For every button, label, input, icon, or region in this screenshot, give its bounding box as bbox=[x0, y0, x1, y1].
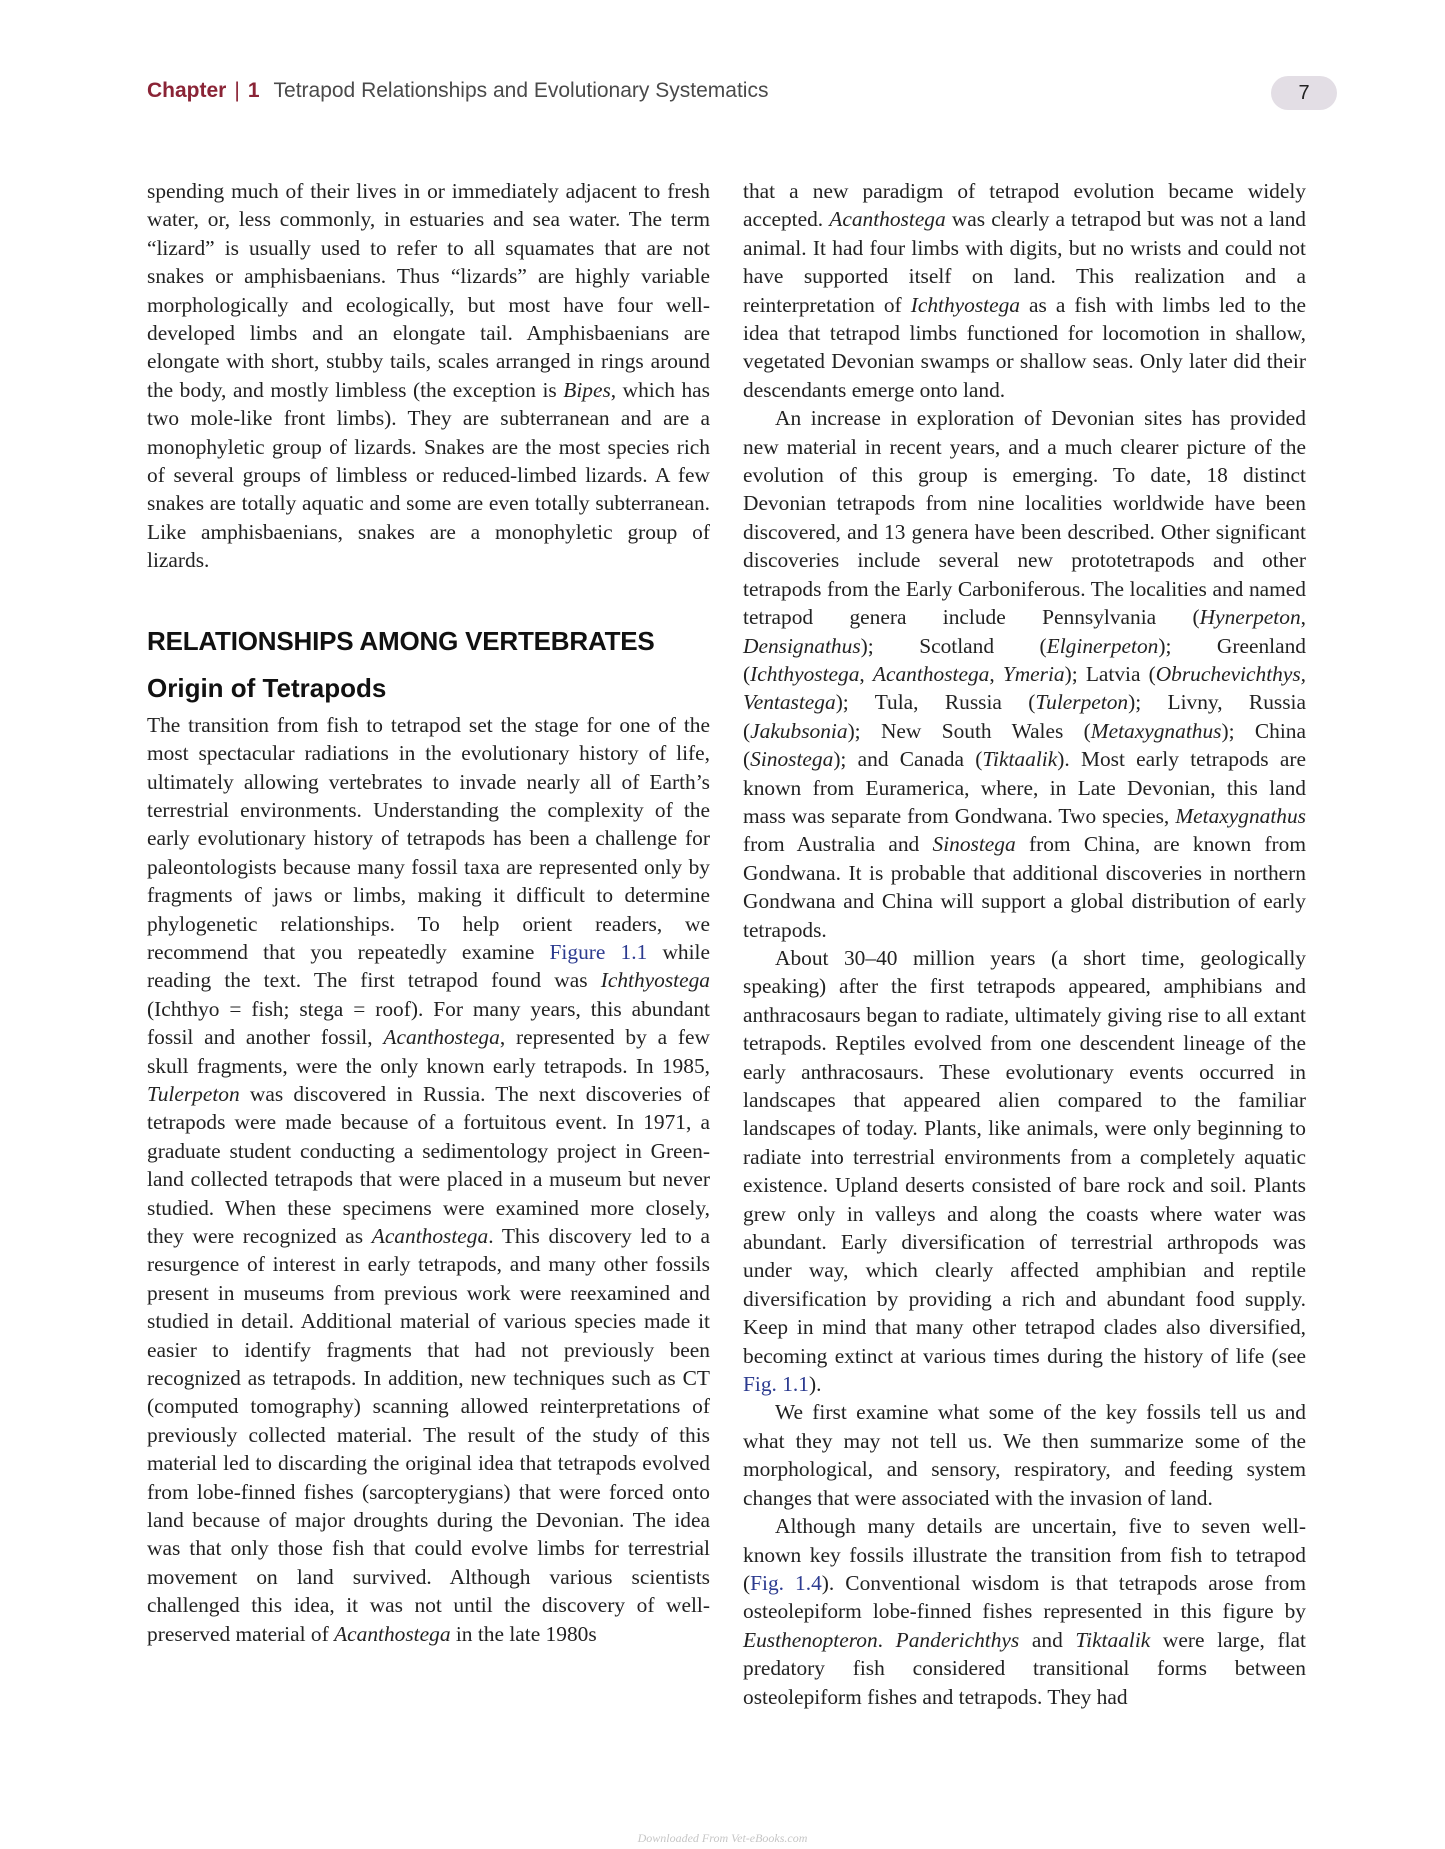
left-column bbox=[147, 177, 710, 1648]
paragraph: that a new paradigm of tetrapod evolution became widely accepted. Acanthostega was clearly a tetrapod but was not a land animal. It had four limbs with digits, but no wrists and could not have supported itself on land. This realization and a reinterpretation of Ichthyostega as a fish with limbs led to the idea that tetrapod limbs functioned for locomotion in shallow, vegetated Devonian swamps or shallow seas. Only later did their descendants emerge onto land. bbox=[743, 179, 1306, 402]
paragraph: Although many details are uncertain, five to seven well-known key fossils illustrate the transition from fish to tetrapod (Fig. 1.4). Conventional wisdom is that tetrapods arose from osteolepiform lobe-finned fishes represented in this figure by Eusthenopteron. Panderichthys and Tiktaalik were large, flat predatory fish considered transitional forms between osteolepiform fishes and tetrapods. They had bbox=[743, 1514, 1307, 1709]
paragraph: About 30–40 million years (a short time, geologically speaking) after the first tetrapods appeared, amphibians and anthracosaurs began to radiate, ultimately giving rise to all extant tetrapods. Reptiles evolved from one descendent lineage of the early anthracosaurs. These evolutionary events occurred in landscapes that appeared alien compared to the familiar landscapes of today. Plants, like animals, were only beginning to radiate into terrestrial environments from a completely aquatic existence. Upland deserts consisted of bare rock and soil. Plants grew only in valleys and along the coasts where water was abundant. Early diversification of terrestrial arthropods was under way, which clearly affected amphibian and reptile diversification by providing a rich and abundant food supply. Keep in mind that many other tetrapod clades also diversified, becoming extinct at various times during the history of life (see Fig. 1.1). bbox=[743, 945, 1306, 1397]
section-heading: RELATIONSHIPS AMONG VERTEBRATES bbox=[147, 625, 655, 656]
chapter-label: Chapter bbox=[147, 79, 227, 102]
page-number-badge: 7 bbox=[1271, 76, 1337, 110]
chapter-number: 1 bbox=[247, 79, 260, 102]
subsection-heading: Origin of Tetrapods bbox=[147, 672, 387, 703]
paragraph: We first examine what some of the key fossils tell us and what they may not tell us. We then summarize some of the morphological, and sensory, respiratory, and feeding system changes that were associated with the invasion of land. bbox=[743, 1400, 1306, 1510]
paragraph: The transition from fish to tetrapod set the stage for one of the most spectacular radiations in the evolutionary history of life, ultimately allowing vertebrates to invade nearly all of Earth’s terrestrial environments. Understanding the complexity of the early evolutionary history of tetrapods has been a challenge for paleontologists because many fossil taxa are represented only by fragments of jaws or limbs, making it difficult to determine phylogenetic relationships. To help orient readers, we recommend that you repeatedly examine Figure 1.1 while reading the text. The first tetrapod found was Ichthyostega (Ichthyo = fish; stega = roof). For many years, this abundant fossil and another fossil, Acanthostega, represented by a few skull fragments, were the only known early tetrapods. In 1985, Tulerpeton was discovered in Russia. The next discoveries of tetrapods were made because of a fortuitous event. In 1971, a graduate student conducting a sedimentology project in Greenland collected tetrapods that were placed in a museum but never studied. When these specimens were examined more closely, they were recognized as Acanthostega. This discovery led to a resurgence of interest in early tetrapods, and many other fossils present in museums from previous work were reexamined and studied in detail. Additional material of various species made it easier to identify fragments that had not previously been recognized as tetrapods. In addition, new techniques such as CT (computed tomography) scanning allowed reinterpretations of previously collected material. The result of the study of this material led to discarding the original idea that tetrapods evolved from lobe-finned fishes (sarcopterygians) that were forced onto land because of major droughts during the Devonian. The idea was that only those fish that could evolve limbs for terrestrial movement on land survived. Although various scientists challenged this idea, it was not until the discovery of well-preserved material of Acanthostega in the late 1980s bbox=[147, 712, 710, 1646]
running-head-left bbox=[147, 79, 768, 103]
chapter-title: Tetrapod Relationships and Evolutionary Systematics bbox=[273, 79, 769, 102]
right-column bbox=[743, 177, 1306, 1711]
paragraph: spending much of their lives in or immediately adjacent to fresh water, or, less commonly, in estuaries and sea water. The term “lizard” is usually used to refer to all squamates that are not snakes or amphisbaenians. Thus “lizards” are highly variable morphologically and ecologically, but most have four well-developed limbs and an elongate tail. Amphisbaenians are elongate with short, stubby tails, scales arranged in rings around the body, and mostly limbless (the exception is Bipes, which has two mole-like front limbs). They are subterranean and are a monophyletic group of lizards. Snakes are the most species rich of several groups of limbless or reduced-limbed lizards. A few snakes are totally aquatic and some are even totally subterranean. Like amphisbaenians, snakes are a monophyletic group of lizards. bbox=[147, 179, 710, 573]
paragraph: An increase in exploration of Devonian sites has provided new material in recent years, and a much clearer picture of the evolution of this group is emerging. To date, 18 distinct Devonian tetrapods from nine localities worldwide have been discovered, and 13 genera have been described. Other significant discoveries include several new prototetrapods and other tetrapods from the Early Carboniferous. The localities and named tetrapod genera include Pennsylvania (Hynerpeton, Densignathus); Scotland (Elginerpeton); Greenland (Ichthyostega, Acanthostega, Ymeria); Latvia (Obruchevichthys, Ventastega); Tula, Russia (Tulerpeton); Livny, Russia (Jakubsonia); New South Wales (Metaxygnathus); China (Sinostega); and Canada (Tiktaalik). Most early tetrapods are known from Euramerica, where, in Late Devonian, this land mass was separate from Gondwana. Two species, Metaxygnathus from Australia and Sinostega from China, are known from Gondwana. It is probable that additional discoveries in northern Gondwana and China will support a global distribution of early tetrapods. bbox=[743, 406, 1306, 942]
running-head bbox=[147, 76, 1337, 116]
chapter-separator: | bbox=[234, 79, 240, 102]
download-watermark: Downloaded From Vet-eBooks.com bbox=[637, 1831, 808, 1845]
